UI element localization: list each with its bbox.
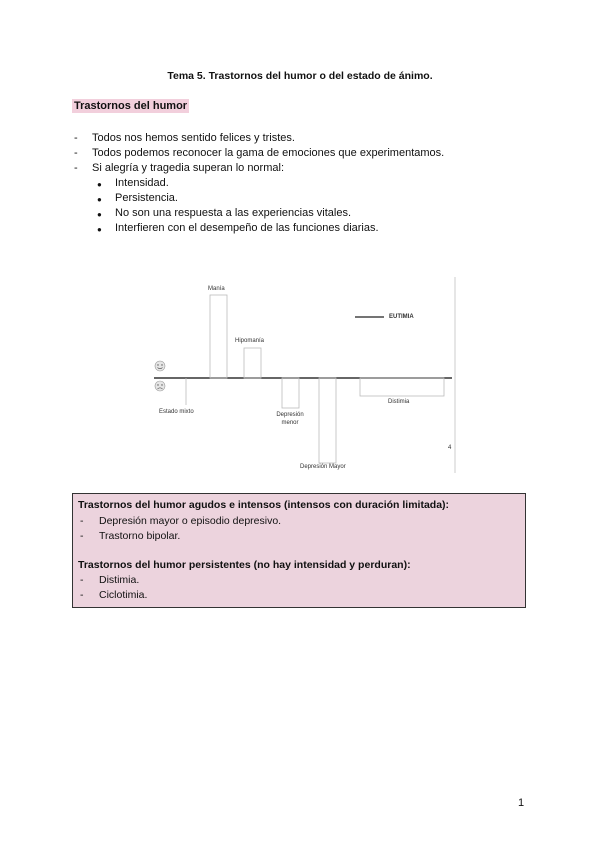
page-number: 1 [518,797,525,809]
dash-marker: - [80,589,84,601]
estado-mixto-label: Estado mixto [159,409,194,415]
distimia-label: Distimia [388,399,410,405]
dash-marker: - [74,132,78,144]
depresion-mayor-label: Depresión Mayor [300,464,346,470]
bullet-dot-icon: ● [97,210,102,219]
section-heading: Trastornos del humor [74,100,188,112]
mood-diagram [150,275,460,475]
hipomania-bar [244,348,261,378]
sub-list-item-text: No son una respuesta a las experiencias vitales. [115,207,352,219]
box-heading-acute: Trastornos del humor agudos e intensos (intensos con duración limitada): [78,499,450,511]
eutimia-label: EUTIMIA [389,314,414,320]
bullet-dot-icon: ● [97,195,102,204]
dash-marker: - [74,162,78,174]
depresion-menor-bar [282,378,299,408]
dash-marker: - [74,147,78,159]
box-list-item-text: Depresión mayor o episodio depresivo. [99,515,282,527]
sub-list-item-text: Persistencia. [115,192,178,204]
box-list-item-text: Trastorno bipolar. [99,530,181,542]
hipomania-label: Hipomanía [235,338,265,344]
box-list-item-text: Ciclotimia. [99,589,148,601]
dash-marker: - [80,530,84,542]
mania-label: Manía [208,286,225,292]
list-item-text: Todos podemos reconocer la gama de emociones que experimentamos. [92,147,445,159]
depresion-menor-label [274,411,306,427]
sub-list-item-text: Intensidad. [115,177,169,189]
happy-face-icon [155,361,165,371]
bullet-dot-icon: ● [97,225,102,234]
page-title: Tema 5. Trastornos del humor o del estado de ánimo. [167,70,433,82]
distimia-bar [360,378,444,396]
dash-marker: - [80,574,84,586]
box-list-item-text: Distimia. [99,574,140,586]
list-item-text: Si alegría y tragedia superan lo normal: [92,162,284,174]
box-heading-persistent: Trastornos del humor persistentes (no hay intensidad y perduran): [78,559,411,571]
sad-face-icon [155,381,165,391]
bullet-dot-icon: ● [97,180,102,189]
sub-list-item-text: Interfieren con el desempeño de las funciones diarias. [115,222,379,234]
list-item-text: Todos nos hemos sentido felices y tristes. [92,132,295,144]
depresion-menor-label-line2: menor [281,420,299,426]
depresion-mayor-bar [319,378,336,463]
dash-marker: - [80,515,84,527]
depresion-menor-label-line1: Depresión [276,412,304,418]
summary-box [72,493,526,608]
mood-diagram-graphic [150,275,460,475]
mania-bar [210,295,227,378]
slide-number-label: 4 [448,445,452,451]
